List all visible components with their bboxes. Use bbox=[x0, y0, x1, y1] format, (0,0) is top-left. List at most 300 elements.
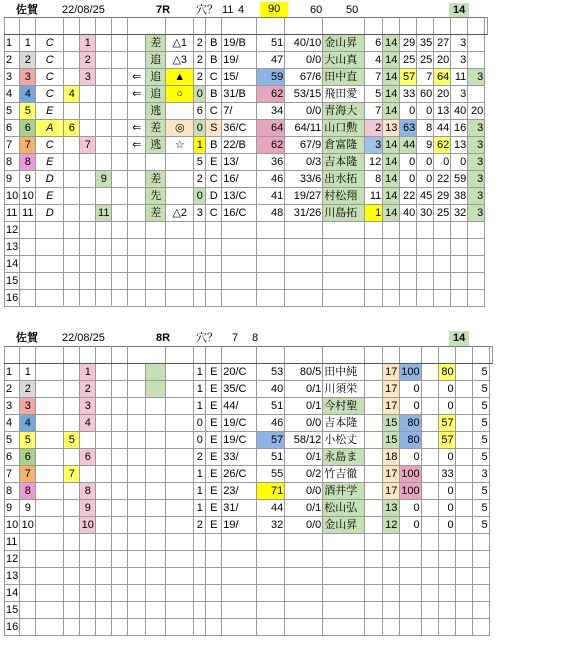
table-cell: E bbox=[206, 154, 222, 171]
race2-table bbox=[4, 346, 493, 636]
table-cell: 7 bbox=[417, 69, 434, 86]
table-cell bbox=[96, 137, 112, 154]
table-cell: 13 bbox=[451, 137, 468, 154]
table-cell bbox=[222, 585, 257, 602]
table-cell bbox=[64, 205, 80, 222]
table-cell: E bbox=[206, 432, 222, 449]
table-cell bbox=[36, 500, 64, 517]
table-cell: 出水拓 bbox=[323, 171, 365, 188]
table-cell: 5 bbox=[472, 500, 489, 517]
table-cell: 67/6 bbox=[285, 69, 323, 86]
table-cell bbox=[128, 381, 146, 398]
column-header bbox=[400, 18, 417, 35]
table-cell bbox=[128, 415, 146, 432]
table-cell bbox=[112, 154, 128, 171]
table-cell: 0 bbox=[400, 517, 421, 534]
table-cell bbox=[194, 585, 206, 602]
table-cell bbox=[96, 551, 112, 568]
table-cell bbox=[365, 466, 383, 483]
table-cell bbox=[112, 398, 128, 415]
table-cell bbox=[64, 137, 80, 154]
column-header bbox=[257, 347, 285, 364]
table-cell: 11 bbox=[96, 205, 112, 222]
table-cell: 8 bbox=[80, 483, 96, 500]
table-cell: 7 bbox=[20, 466, 36, 483]
table-cell bbox=[64, 619, 80, 636]
table-cell: 0 bbox=[438, 449, 455, 466]
column-header bbox=[194, 347, 206, 364]
table-cell bbox=[222, 256, 257, 273]
table-cell: 64/11 bbox=[285, 120, 323, 137]
table-cell bbox=[383, 619, 400, 636]
table-cell bbox=[222, 273, 257, 290]
column-header bbox=[128, 347, 166, 364]
table-cell: 1 bbox=[20, 35, 36, 52]
table-cell: 5 bbox=[472, 483, 489, 500]
table-cell bbox=[64, 568, 80, 585]
table-cell bbox=[80, 534, 96, 551]
table-cell: 17 bbox=[383, 381, 400, 398]
table-cell: E bbox=[206, 483, 222, 500]
race-number: 7R bbox=[156, 4, 171, 16]
table-cell: 100 bbox=[400, 466, 421, 483]
column-header bbox=[400, 347, 421, 364]
table-cell bbox=[222, 568, 257, 585]
table-cell bbox=[365, 517, 383, 534]
table-cell bbox=[222, 551, 257, 568]
table-cell bbox=[36, 568, 64, 585]
table-cell: 13 bbox=[383, 120, 400, 137]
table-cell bbox=[112, 619, 128, 636]
table-cell: 3 bbox=[468, 205, 485, 222]
table-cell bbox=[383, 585, 400, 602]
header-blank bbox=[5, 18, 20, 35]
table-cell: 0 bbox=[434, 154, 451, 171]
column-header bbox=[285, 347, 323, 364]
table-cell: E bbox=[206, 415, 222, 432]
table-cell: 14 bbox=[383, 137, 400, 154]
table-cell bbox=[323, 602, 365, 619]
table-cell bbox=[128, 398, 146, 415]
table-cell bbox=[194, 256, 206, 273]
table-cell: 38 bbox=[451, 188, 468, 205]
distance-badge: 14 bbox=[449, 3, 469, 18]
table-cell: 2 bbox=[194, 35, 206, 52]
table-cell bbox=[166, 585, 194, 602]
table-cell bbox=[128, 534, 146, 551]
table-cell bbox=[112, 52, 128, 69]
header-blank bbox=[20, 18, 36, 35]
table-cell bbox=[438, 619, 455, 636]
table-cell bbox=[365, 602, 383, 619]
table-cell bbox=[166, 154, 194, 171]
table-cell bbox=[285, 222, 323, 239]
table-cell bbox=[468, 273, 485, 290]
table-cell: 3 bbox=[194, 205, 206, 222]
table-cell: 10 bbox=[20, 517, 36, 534]
table-cell bbox=[36, 290, 64, 307]
table-cell: 0/0 bbox=[285, 103, 323, 120]
table-cell: 33/6 bbox=[285, 171, 323, 188]
table-cell: 0 bbox=[438, 500, 455, 517]
table-cell: C bbox=[36, 52, 64, 69]
table-cell bbox=[257, 239, 285, 256]
table-cell: 11 bbox=[365, 188, 383, 205]
table-cell: 1 bbox=[194, 466, 206, 483]
table-cell bbox=[365, 551, 383, 568]
table-cell: 8 bbox=[20, 154, 36, 171]
table-cell bbox=[146, 432, 166, 449]
table-cell bbox=[468, 256, 485, 273]
table-cell: 55 bbox=[257, 466, 285, 483]
table-cell bbox=[421, 551, 438, 568]
column-header bbox=[451, 18, 468, 35]
table-cell: 山口勲 bbox=[323, 120, 365, 137]
table-cell bbox=[112, 137, 128, 154]
table-cell bbox=[323, 551, 365, 568]
table-cell: 0 bbox=[400, 449, 421, 466]
table-cell: 23/ bbox=[222, 483, 257, 500]
table-cell: 7 bbox=[365, 103, 383, 120]
table-cell: 22 bbox=[400, 188, 417, 205]
table-cell bbox=[365, 449, 383, 466]
column-header bbox=[36, 347, 64, 364]
table-row bbox=[5, 256, 488, 273]
table-cell bbox=[383, 551, 400, 568]
table-cell bbox=[64, 256, 80, 273]
ana-value: 50 bbox=[346, 4, 359, 16]
table-cell: 100 bbox=[400, 364, 421, 381]
table-cell bbox=[434, 222, 451, 239]
table-cell: 71 bbox=[257, 483, 285, 500]
table-cell: 13/C bbox=[222, 188, 257, 205]
table-cell bbox=[438, 534, 455, 551]
table-cell: 44 bbox=[257, 500, 285, 517]
table-cell: 11 bbox=[20, 205, 36, 222]
table-cell: 1 bbox=[20, 364, 36, 381]
table-cell: C bbox=[36, 69, 64, 86]
table-cell: S bbox=[206, 120, 222, 137]
table-cell bbox=[64, 35, 80, 52]
table-cell bbox=[64, 364, 80, 381]
table-cell bbox=[146, 256, 166, 273]
table-cell bbox=[146, 381, 166, 398]
table-cell bbox=[128, 585, 146, 602]
table-cell: 14 bbox=[5, 256, 20, 273]
table-row bbox=[5, 585, 493, 602]
table-cell: 永島ま bbox=[323, 449, 365, 466]
table-cell: 19/C bbox=[222, 415, 257, 432]
table-cell bbox=[400, 534, 421, 551]
table-cell: 吉本隆 bbox=[323, 415, 365, 432]
table-cell bbox=[64, 188, 80, 205]
table-cell bbox=[128, 568, 146, 585]
table-cell bbox=[36, 585, 64, 602]
table-cell: 田中直 bbox=[323, 69, 365, 86]
table-row bbox=[5, 137, 488, 154]
table-cell: 14 bbox=[383, 205, 400, 222]
table-cell bbox=[222, 222, 257, 239]
table-cell: 14 bbox=[383, 103, 400, 120]
table-cell: 31/26 bbox=[285, 205, 323, 222]
table-cell bbox=[36, 381, 64, 398]
table-cell bbox=[434, 290, 451, 307]
table-cell bbox=[80, 120, 96, 137]
table-cell bbox=[383, 222, 400, 239]
table-cell bbox=[455, 500, 472, 517]
table-cell: 4 bbox=[5, 415, 20, 432]
table-cell bbox=[128, 256, 146, 273]
table-cell: 44/ bbox=[222, 398, 257, 415]
column-header bbox=[166, 18, 194, 35]
table-cell: 田中純 bbox=[323, 364, 365, 381]
table-cell bbox=[417, 290, 434, 307]
table-cell: 5 bbox=[472, 415, 489, 432]
table-cell: 8 bbox=[20, 483, 36, 500]
table-cell: 0 bbox=[400, 103, 417, 120]
table-cell bbox=[257, 568, 285, 585]
table-cell bbox=[323, 619, 365, 636]
table-cell: 3 bbox=[20, 69, 36, 86]
table-cell bbox=[455, 517, 472, 534]
table-cell: 大山真 bbox=[323, 52, 365, 69]
table-cell: 2 bbox=[20, 52, 36, 69]
table-cell bbox=[20, 256, 36, 273]
table-cell: E bbox=[206, 381, 222, 398]
table-cell: 80 bbox=[400, 432, 421, 449]
table-cell: 14 bbox=[383, 35, 400, 52]
table-cell bbox=[128, 52, 146, 69]
table-cell: 2 bbox=[80, 52, 96, 69]
table-cell: 9 bbox=[5, 500, 20, 517]
table-cell bbox=[400, 273, 417, 290]
table-cell: 逃 bbox=[146, 103, 166, 120]
table-cell: 酒井学 bbox=[323, 483, 365, 500]
table-cell bbox=[96, 188, 112, 205]
table-cell: 0/0 bbox=[285, 52, 323, 69]
table-cell: 46 bbox=[257, 415, 285, 432]
table-cell: 40 bbox=[400, 205, 417, 222]
table-cell bbox=[438, 568, 455, 585]
table-cell bbox=[128, 154, 146, 171]
table-cell bbox=[438, 585, 455, 602]
column-header bbox=[472, 347, 489, 364]
table-cell: 0 bbox=[400, 381, 421, 398]
table-cell: E bbox=[206, 517, 222, 534]
table-cell bbox=[96, 568, 112, 585]
table-cell bbox=[206, 619, 222, 636]
table-cell: 16 bbox=[5, 290, 20, 307]
table-cell bbox=[128, 483, 146, 500]
table-cell bbox=[323, 239, 365, 256]
table-cell bbox=[365, 364, 383, 381]
table-cell: 47 bbox=[257, 52, 285, 69]
table-cell bbox=[365, 619, 383, 636]
table-cell bbox=[257, 273, 285, 290]
venue-label: 佐賀 bbox=[16, 4, 38, 16]
table-row bbox=[5, 466, 493, 483]
table-cell: 0/0 bbox=[285, 415, 323, 432]
table-cell bbox=[194, 222, 206, 239]
table-cell bbox=[112, 222, 128, 239]
table-cell: 0/1 bbox=[285, 449, 323, 466]
table-cell bbox=[112, 364, 128, 381]
table-row bbox=[5, 449, 493, 466]
table-cell bbox=[421, 517, 438, 534]
table-cell bbox=[112, 171, 128, 188]
table-cell: 3 bbox=[80, 398, 96, 415]
table-row bbox=[5, 290, 488, 307]
table-cell: 27 bbox=[434, 35, 451, 52]
table-cell bbox=[146, 449, 166, 466]
table-cell bbox=[194, 273, 206, 290]
table-row bbox=[5, 415, 493, 432]
table-cell bbox=[468, 35, 485, 52]
table-cell bbox=[96, 381, 112, 398]
table-cell: 0 bbox=[194, 432, 206, 449]
table-cell bbox=[455, 466, 472, 483]
table-cell bbox=[96, 222, 112, 239]
table-cell: 4 bbox=[5, 86, 20, 103]
table-row bbox=[5, 398, 493, 415]
table-row bbox=[5, 517, 493, 534]
table-cell: 7 bbox=[20, 137, 36, 154]
table-cell: 12 bbox=[383, 517, 400, 534]
table-cell bbox=[96, 449, 112, 466]
table-cell bbox=[64, 415, 80, 432]
table-cell bbox=[417, 222, 434, 239]
column-header bbox=[96, 18, 112, 35]
table-cell: 80 bbox=[400, 415, 421, 432]
table-cell: 19/C bbox=[222, 432, 257, 449]
table-cell bbox=[112, 290, 128, 307]
table-cell bbox=[400, 256, 417, 273]
column-header bbox=[365, 347, 383, 364]
table-cell: 追 bbox=[146, 52, 166, 69]
table-cell: 11 bbox=[451, 69, 468, 86]
table-cell bbox=[64, 483, 80, 500]
ana-value: 60 bbox=[310, 4, 323, 16]
table-row bbox=[5, 52, 488, 69]
table-cell: 0 bbox=[400, 398, 421, 415]
table-cell bbox=[64, 222, 80, 239]
table-cell bbox=[472, 619, 489, 636]
table-cell: 追 bbox=[146, 69, 166, 86]
table-cell: 12 bbox=[5, 222, 20, 239]
table-cell bbox=[20, 290, 36, 307]
table-cell: 44 bbox=[434, 120, 451, 137]
table-cell: 3 bbox=[451, 52, 468, 69]
table-cell bbox=[166, 500, 194, 517]
table-cell bbox=[128, 364, 146, 381]
table-cell bbox=[383, 256, 400, 273]
table-cell bbox=[146, 483, 166, 500]
table-cell: 6 bbox=[5, 120, 20, 137]
table-cell: 3 bbox=[468, 69, 485, 86]
table-cell: 1 bbox=[80, 364, 96, 381]
table-cell: 0/1 bbox=[285, 500, 323, 517]
table-cell: 57 bbox=[257, 432, 285, 449]
table-cell bbox=[36, 619, 64, 636]
column-header bbox=[438, 347, 455, 364]
table-cell: 金山昇 bbox=[323, 517, 365, 534]
table-cell bbox=[166, 103, 194, 120]
table-cell bbox=[80, 188, 96, 205]
table-cell bbox=[206, 534, 222, 551]
table-cell bbox=[400, 222, 417, 239]
table-cell: B bbox=[206, 137, 222, 154]
table-cell bbox=[146, 415, 166, 432]
table-cell: ⇐ bbox=[128, 120, 146, 137]
table-cell bbox=[166, 273, 194, 290]
table-cell: 4 bbox=[64, 86, 80, 103]
venue-label: 佐賀 bbox=[16, 332, 38, 344]
table-cell: 4 bbox=[365, 52, 383, 69]
table-cell bbox=[112, 534, 128, 551]
table-cell bbox=[64, 602, 80, 619]
table-cell bbox=[64, 551, 80, 568]
table-cell: 6 bbox=[64, 120, 80, 137]
column-header bbox=[257, 18, 285, 35]
table-row bbox=[5, 120, 488, 137]
table-cell bbox=[64, 500, 80, 517]
table-cell bbox=[96, 619, 112, 636]
table-cell bbox=[206, 239, 222, 256]
table-cell: 19/B bbox=[222, 35, 257, 52]
table-cell: 80 bbox=[438, 364, 455, 381]
table-cell: 25 bbox=[417, 52, 434, 69]
table-cell: 3 bbox=[468, 188, 485, 205]
table-cell: 6 bbox=[20, 120, 36, 137]
table-cell bbox=[365, 534, 383, 551]
table-cell: 8 bbox=[5, 483, 20, 500]
table-cell: E bbox=[206, 449, 222, 466]
table-cell bbox=[421, 415, 438, 432]
table-cell: 金山昇 bbox=[323, 35, 365, 52]
ana-value: 11 bbox=[222, 4, 234, 16]
table-cell bbox=[112, 602, 128, 619]
table-cell: 0 bbox=[194, 188, 206, 205]
table-cell bbox=[455, 398, 472, 415]
table-cell bbox=[80, 432, 96, 449]
table-cell bbox=[64, 290, 80, 307]
table-cell bbox=[365, 500, 383, 517]
table-cell bbox=[194, 568, 206, 585]
table-cell bbox=[206, 256, 222, 273]
table-cell bbox=[383, 534, 400, 551]
table-row bbox=[5, 381, 493, 398]
table-cell: 川須栄 bbox=[323, 381, 365, 398]
table-cell bbox=[112, 86, 128, 103]
table-cell: 57 bbox=[400, 69, 417, 86]
table-cell: 差 bbox=[146, 205, 166, 222]
table-cell bbox=[96, 500, 112, 517]
table-cell: E bbox=[36, 188, 64, 205]
table-cell bbox=[112, 35, 128, 52]
table-cell bbox=[451, 290, 468, 307]
table-cell bbox=[417, 256, 434, 273]
table-cell bbox=[112, 500, 128, 517]
table-cell bbox=[365, 290, 383, 307]
table-cell: 3 bbox=[20, 398, 36, 415]
table-cell: C bbox=[36, 35, 64, 52]
table-cell bbox=[323, 534, 365, 551]
table-cell: 0 bbox=[438, 483, 455, 500]
table-cell bbox=[166, 449, 194, 466]
table-cell bbox=[285, 534, 323, 551]
table-cell: 80/5 bbox=[285, 364, 323, 381]
table-cell: 31/B bbox=[222, 86, 257, 103]
